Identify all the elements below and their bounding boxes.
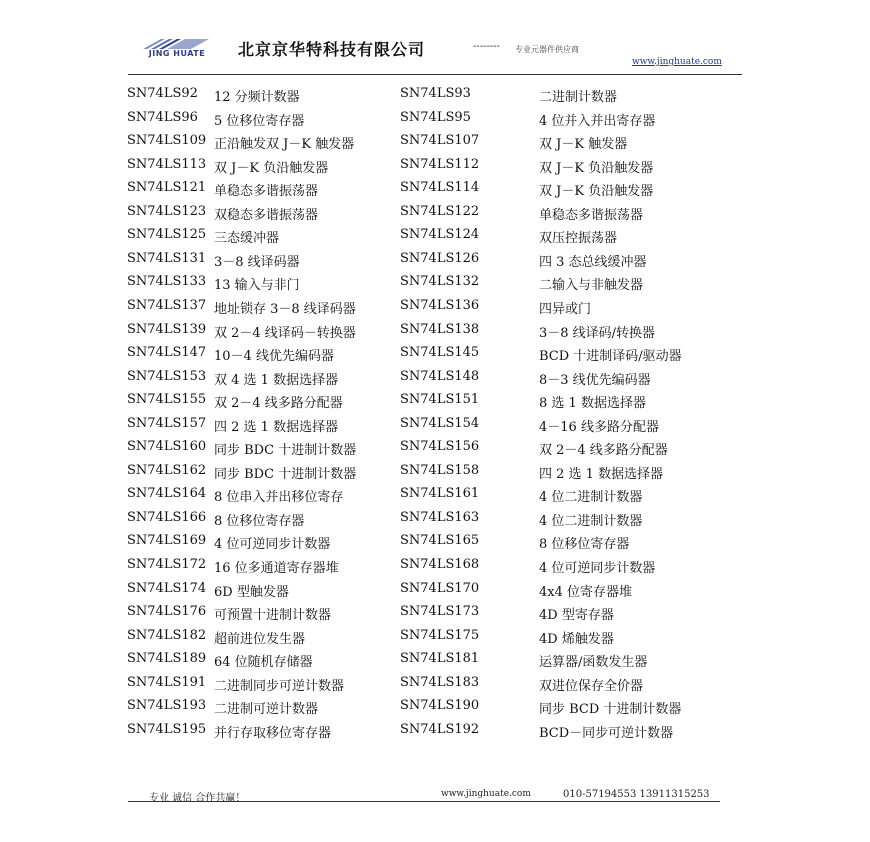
part-number-left: SN74LS131 [127, 250, 207, 266]
header-dashes: -------- [473, 41, 501, 52]
part-number-left: SN74LS169 [127, 533, 207, 549]
description-right: 四 2 选 1 数据选择器 [539, 466, 664, 482]
description-left: 正沿触发双 J－K 触发器 [214, 137, 355, 153]
part-number-left: SN74LS113 [127, 156, 207, 172]
part-number-left: SN74LS139 [127, 321, 207, 337]
part-number-left: SN74LS162 [127, 462, 207, 478]
company-name: 北京京华特科技有限公司 [238, 40, 426, 59]
description-left: 64 位随机存储器 [214, 655, 313, 671]
part-number-left: SN74LS137 [127, 297, 207, 313]
header-divider [128, 74, 742, 75]
description-right: 4－16 线多路分配器 [539, 419, 659, 435]
description-left: 同步 BDC 十进制计数器 [214, 443, 357, 459]
description-left: 4 位可逆同步计数器 [214, 537, 331, 553]
part-number-left: SN74LS172 [127, 557, 207, 572]
description-right: 双 J－K 负沿触发器 [539, 184, 654, 200]
part-number-right: SN74LS173 [400, 604, 480, 620]
part-number-left: SN74LS176 [127, 604, 207, 620]
part-number-right: SN74LS136 [400, 297, 480, 313]
description-left: 双 J－K 负沿触发器 [214, 160, 329, 176]
description-left: 16 位多通道寄存器堆 [214, 561, 339, 576]
part-number-left: SN74LS153 [127, 368, 207, 384]
footer-slogan: 专业 诚信 合作共赢！ [149, 793, 246, 804]
part-number-left: SN74LS96 [127, 109, 198, 125]
company-logo [143, 38, 211, 60]
part-number-left: SN74LS109 [127, 133, 207, 149]
description-right: 双进位保存全价器 [539, 678, 644, 694]
part-number-right: SN74LS192 [400, 721, 480, 737]
part-number-right: SN74LS124 [400, 227, 480, 243]
part-number-right: SN74LS161 [400, 486, 480, 502]
part-number-right: SN74LS175 [400, 627, 480, 643]
part-number-right: SN74LS126 [400, 250, 480, 266]
part-number-right: SN74LS181 [400, 651, 480, 667]
description-right: 4x4 位寄存器堆 [539, 584, 633, 600]
description-right: BCD－同步可逆计数器 [539, 725, 674, 741]
part-number-right: SN74LS163 [400, 509, 480, 525]
description-right: 4D 型寄存器 [539, 608, 614, 624]
footer-website[interactable]: www.jinghuate.com [441, 789, 531, 799]
description-left: 双 2－4 线多路分配器 [214, 396, 343, 412]
description-right: 4 位可逆同步计数器 [539, 561, 656, 576]
part-number-left: SN74LS123 [127, 203, 207, 219]
description-right: 单稳态多谐振荡器 [539, 207, 644, 223]
part-number-right: SN74LS151 [400, 392, 480, 408]
description-left: 8 位移位寄存器 [214, 513, 305, 529]
description-right: 四 3 态总线缓冲器 [539, 254, 647, 270]
description-right: 8 选 1 数据选择器 [539, 396, 646, 412]
part-number-right: SN74LS170 [400, 580, 480, 596]
part-number-left: SN74LS174 [127, 580, 207, 596]
part-number-right: SN74LS122 [400, 203, 480, 219]
description-left: 6D 型触发器 [214, 584, 289, 600]
description-left: 并行存取移位寄存器 [214, 725, 332, 741]
footer-phones: 010-57194553 13911315253 [563, 789, 710, 800]
part-number-right: SN74LS183 [400, 674, 480, 690]
part-number-right: SN74LS132 [400, 274, 480, 290]
description-left: 3－8 线译码器 [214, 254, 300, 270]
part-number-left: SN74LS121 [127, 180, 207, 196]
description-right: 双 2－4 线多路分配器 [539, 443, 668, 459]
part-number-left: SN74LS125 [127, 227, 207, 243]
part-number-right: SN74LS107 [400, 133, 480, 149]
description-left: 三态缓冲器 [214, 231, 280, 247]
part-number-left: SN74LS191 [127, 674, 207, 690]
description-left: 10－4 线优先编码器 [214, 349, 334, 365]
part-number-right: SN74LS93 [400, 86, 471, 101]
description-right: BCD 十进制译码/驱动器 [539, 349, 682, 365]
description-left: 双 4 选 1 数据选择器 [214, 372, 339, 388]
description-left: 可预置十进制计数器 [214, 608, 332, 624]
description-right: 运算器/函数发生器 [539, 655, 648, 671]
part-number-right: SN74LS168 [400, 557, 480, 572]
description-left: 8 位串入并出移位寄存 [214, 490, 344, 506]
description-left: 地址锁存 3－8 线译码器 [214, 301, 356, 317]
description-left: 超前进位发生器 [214, 631, 306, 647]
part-number-left: SN74LS195 [127, 721, 207, 737]
description-right: 双 J－K 负沿触发器 [539, 160, 654, 176]
part-number-left: SN74LS155 [127, 392, 207, 408]
part-number-right: SN74LS154 [400, 415, 480, 431]
header-website-link[interactable]: www.jinghuate.com [632, 57, 722, 67]
description-right: 双压控振荡器 [539, 231, 618, 247]
part-number-left: SN74LS157 [127, 415, 207, 431]
part-number-left: SN74LS133 [127, 274, 207, 290]
description-right: 8－3 线优先编码器 [539, 372, 651, 388]
description-right: 4 位二进制计数器 [539, 490, 643, 506]
part-number-right: SN74LS138 [400, 321, 480, 337]
description-left: 双稳态多谐振荡器 [214, 207, 319, 223]
part-number-right: SN74LS158 [400, 462, 480, 478]
description-right: 二进制计数器 [539, 90, 618, 105]
part-number-left: SN74LS189 [127, 651, 207, 667]
description-right: 4 位并入并出寄存器 [539, 113, 656, 129]
description-left: 同步 BDC 十进制计数器 [214, 466, 357, 482]
header-tagline: 专业元器件供应商 [515, 45, 579, 54]
logo-text: JING HUATE [148, 49, 206, 58]
part-number-right: SN74LS165 [400, 533, 480, 549]
part-number-left: SN74LS182 [127, 627, 207, 643]
part-number-left: SN74LS92 [127, 86, 198, 101]
part-number-right: SN74LS145 [400, 345, 480, 361]
part-number-left: SN74LS166 [127, 509, 207, 525]
description-right: 二输入与非触发器 [539, 278, 644, 294]
description-right: 8 位移位寄存器 [539, 537, 630, 553]
description-left: 12 分频计数器 [214, 90, 300, 105]
part-number-right: SN74LS112 [400, 156, 480, 172]
description-left: 二进制可逆计数器 [214, 702, 319, 718]
description-left: 单稳态多谐振荡器 [214, 184, 319, 200]
part-number-right: SN74LS148 [400, 368, 480, 384]
description-left: 5 位移位寄存器 [214, 113, 305, 129]
description-right: 双 J－K 触发器 [539, 137, 628, 153]
part-number-right: SN74LS95 [400, 109, 471, 125]
part-number-left: SN74LS160 [127, 439, 207, 455]
description-right: 4D 烯触发器 [539, 631, 614, 647]
description-left: 双 2－4 线译码－转换器 [214, 325, 356, 341]
description-left: 13 输入与非门 [214, 278, 300, 294]
part-number-right: SN74LS190 [400, 698, 480, 714]
description-left: 二进制同步可逆计数器 [214, 678, 345, 694]
description-right: 4 位二进制计数器 [539, 513, 643, 529]
description-right: 四异或门 [539, 301, 592, 317]
description-left: 四 2 选 1 数据选择器 [214, 419, 339, 435]
part-number-left: SN74LS193 [127, 698, 207, 714]
part-number-left: SN74LS147 [127, 345, 207, 361]
part-number-right: SN74LS156 [400, 439, 480, 455]
part-number-left: SN74LS164 [127, 486, 207, 502]
description-right: 同步 BCD 十进制计数器 [539, 702, 682, 718]
part-number-right: SN74LS114 [400, 180, 480, 196]
description-right: 3－8 线译码/转换器 [539, 325, 656, 341]
